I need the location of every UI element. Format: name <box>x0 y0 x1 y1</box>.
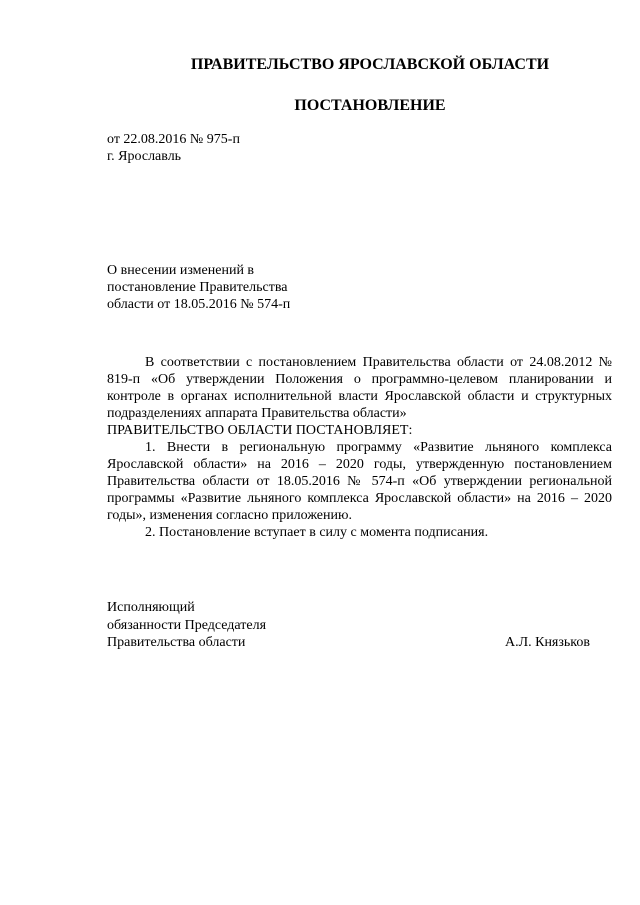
subject-line-2: постановление Правительства <box>107 280 288 295</box>
subject-line-3: области от 18.05.2016 № 574-п <box>107 297 291 312</box>
signature-line-1: Исполняющий <box>107 600 195 615</box>
document-type-title: ПОСТАНОВЛЕНИЕ <box>294 97 446 114</box>
signature-block <box>107 599 590 652</box>
date-and-number: от 22.08.2016 № 975-п <box>107 132 240 147</box>
subject-line-1: О внесении изменений в <box>107 263 255 278</box>
signature-line-3: Правительства области <box>107 635 246 650</box>
signature-line-2: обязанности Председателя <box>107 617 267 633</box>
signature-row <box>107 634 590 652</box>
city: г. Ярославль <box>107 149 182 164</box>
document-meta <box>107 131 240 165</box>
preamble-paragraph: В соответствии с постановлением Правительства области от 24.08.2012 № 819-п «Об утверждении Положения о программно-целевом планировании и контроле в органах исполнительной власти Ярославской области и структурных подразделениях аппарата Правительства области» <box>107 355 612 421</box>
document-subject <box>107 262 290 313</box>
item-1-paragraph: 1. Внести в региональную программу «Развитие льняного комплекса Ярославской области» на 2016 – 2020 годы, утвержденную постановлением Правительства области от 18.05.2016 № 574-п «Об утверждении региональной программы «Развитие льняного комплекса Ярославской области» на 2016 – 2020 годы», изменения согласно приложению. <box>107 440 612 523</box>
signatory-name: А.Л. Князьков <box>505 635 590 650</box>
organization-title: ПРАВИТЕЛЬСТВО ЯРОСЛАВСКОЙ ОБЛАСТИ <box>190 56 550 73</box>
resolves-line: ПРАВИТЕЛЬСТВО ОБЛАСТИ ПОСТАНОВЛЯЕТ: <box>107 423 413 438</box>
item-2-paragraph: 2. Постановление вступает в силу с момента подписания. <box>145 525 489 540</box>
document-body <box>107 354 612 541</box>
